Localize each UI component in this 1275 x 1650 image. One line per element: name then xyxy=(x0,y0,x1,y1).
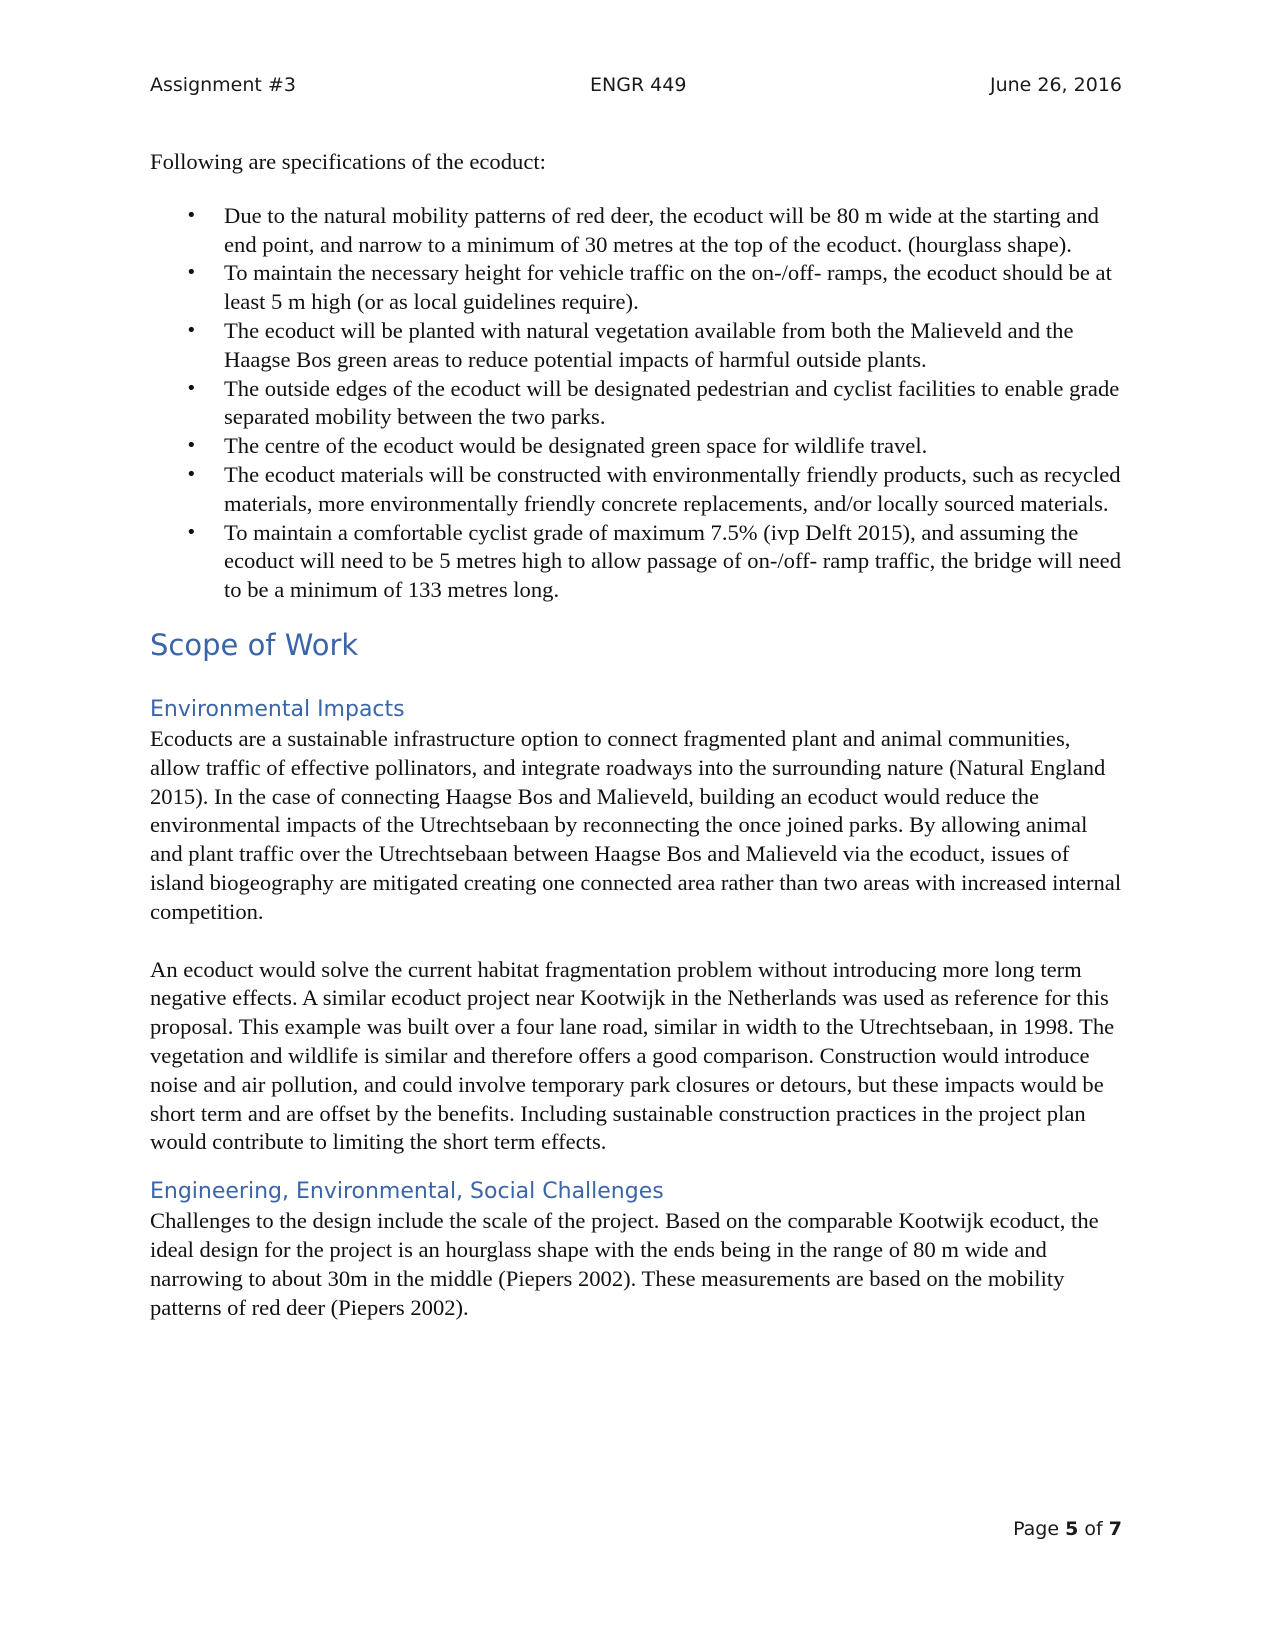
environmental-impacts-paragraph-2: An ecoduct would solve the current habitat fragmentation problem without introducing more long term negative effects. A similar ecoduct project near Kootwijk in the Netherlands was used as reference for this proposal. This example was built over a four lane road, similar in width to the Utrechtsebaan, in 1998. The vegetation and wildlife is similar and therefore offers a good comparison. Construction would introduce noise and air pollution, and could involve temporary park closures or detours, but these impacts would be short term and are offset by the benefits. Including sustainable construction practices in the project plan would contribute to limiting the short term effects. xyxy=(150,956,1115,1155)
bullet-icon: • xyxy=(186,521,197,543)
list-item xyxy=(150,259,1122,317)
environmental-impacts-heading: Environmental Impacts xyxy=(150,696,405,722)
environmental-impacts-paragraph-1: Ecoducts are a sustainable infrastructure option to connect fragmented plant and animal communities, allow traffic of effective pollinators, and integrate roadways into the surrounding nature (Natural England 2015). In the case of connecting Haagse Bos and Malieveld, building an ecoduct would reduce the environmental impacts of the Utrechtsebaan by reconnecting the once joined parks. By allowing animal and plant traffic over the Utrechtsebaan between Haagse Bos and Malieveld via the ecoduct, issues of island biogeography are mitigated creating one connected area rather than two areas with increased internal competition. xyxy=(150,725,1122,924)
list-item xyxy=(150,432,1122,461)
list-item xyxy=(150,375,1122,433)
list-item xyxy=(150,461,1122,519)
list-item xyxy=(150,317,1122,375)
current-page: 5 xyxy=(1065,1518,1079,1540)
page-number xyxy=(1013,1518,1122,1540)
list-item-text: Due to the natural mobility patterns of red deer, the ecoduct will be 80 m wide at the starting and end point, and narrow to a minimum of 30 metres at the top of the ecoduct. (hourglass shape). xyxy=(224,202,1099,257)
bullet-icon: • xyxy=(186,377,197,399)
page-word: Page xyxy=(1013,1518,1060,1540)
header-date: June 26, 2016 xyxy=(989,74,1122,96)
specs-list xyxy=(150,202,1122,605)
list-item-text: To maintain a comfortable cyclist grade of maximum 7.5% (ivp Delft 2015), and assuming the ecoduct will need to be 5 metres high to allow passage of on-/off- ramp traffic, the bridge will need to be a minimum of 133 metres long. xyxy=(224,519,1121,603)
page-header xyxy=(150,74,1122,102)
scope-of-work-heading: Scope of Work xyxy=(150,627,359,662)
bullet-icon: • xyxy=(186,204,197,226)
list-item-text: The ecoduct will be planted with natural vegetation available from both the Malieveld and the Haagse Bos green areas to reduce potential impacts of harmful outside plants. xyxy=(224,317,1074,372)
total-pages: 7 xyxy=(1108,1518,1122,1540)
bullet-icon: • xyxy=(186,262,197,284)
list-item-text: The ecoduct materials will be constructed with environmentally friendly products, such as recycled materials, more environmentally friendly concrete replacements, and/or locally sourced materials. xyxy=(224,461,1121,516)
header-course: ENGR 449 xyxy=(590,74,687,96)
challenges-heading: Engineering, Environmental, Social Challenges xyxy=(150,1179,664,1205)
bullet-icon: • xyxy=(186,463,197,485)
of-word: of xyxy=(1084,1518,1103,1540)
list-item-text: The outside edges of the ecoduct will be designated pedestrian and cyclist facilities to enable grade separated mobility between the two parks. xyxy=(224,375,1120,430)
list-item xyxy=(150,519,1122,605)
challenges-paragraph: Challenges to the design include the scale of the project. Based on the comparable Kootwijk ecoduct, the ideal design for the project is an hourglass shape with the ends being in the range of 80 m wide and narrowing to about 30m in the middle (Piepers 2002). These measurements are based on the mobility patterns of red deer (Piepers 2002). xyxy=(150,1208,1099,1320)
document-page xyxy=(150,0,1122,1650)
bullet-icon: • xyxy=(186,435,197,457)
header-assignment: Assignment #3 xyxy=(150,74,296,96)
list-item-text: To maintain the necessary height for vehicle traffic on the on-/off- ramps, the ecoduct should be at least 5 m high (or as local guidelines require). xyxy=(224,260,1112,315)
list-item xyxy=(150,202,1122,260)
list-item-text: The centre of the ecoduct would be designated green space for wildlife travel. xyxy=(224,433,928,459)
bullet-icon: • xyxy=(186,319,197,341)
page-body xyxy=(150,148,1122,1322)
specs-intro: Following are specifications of the ecoduct: xyxy=(150,149,546,174)
